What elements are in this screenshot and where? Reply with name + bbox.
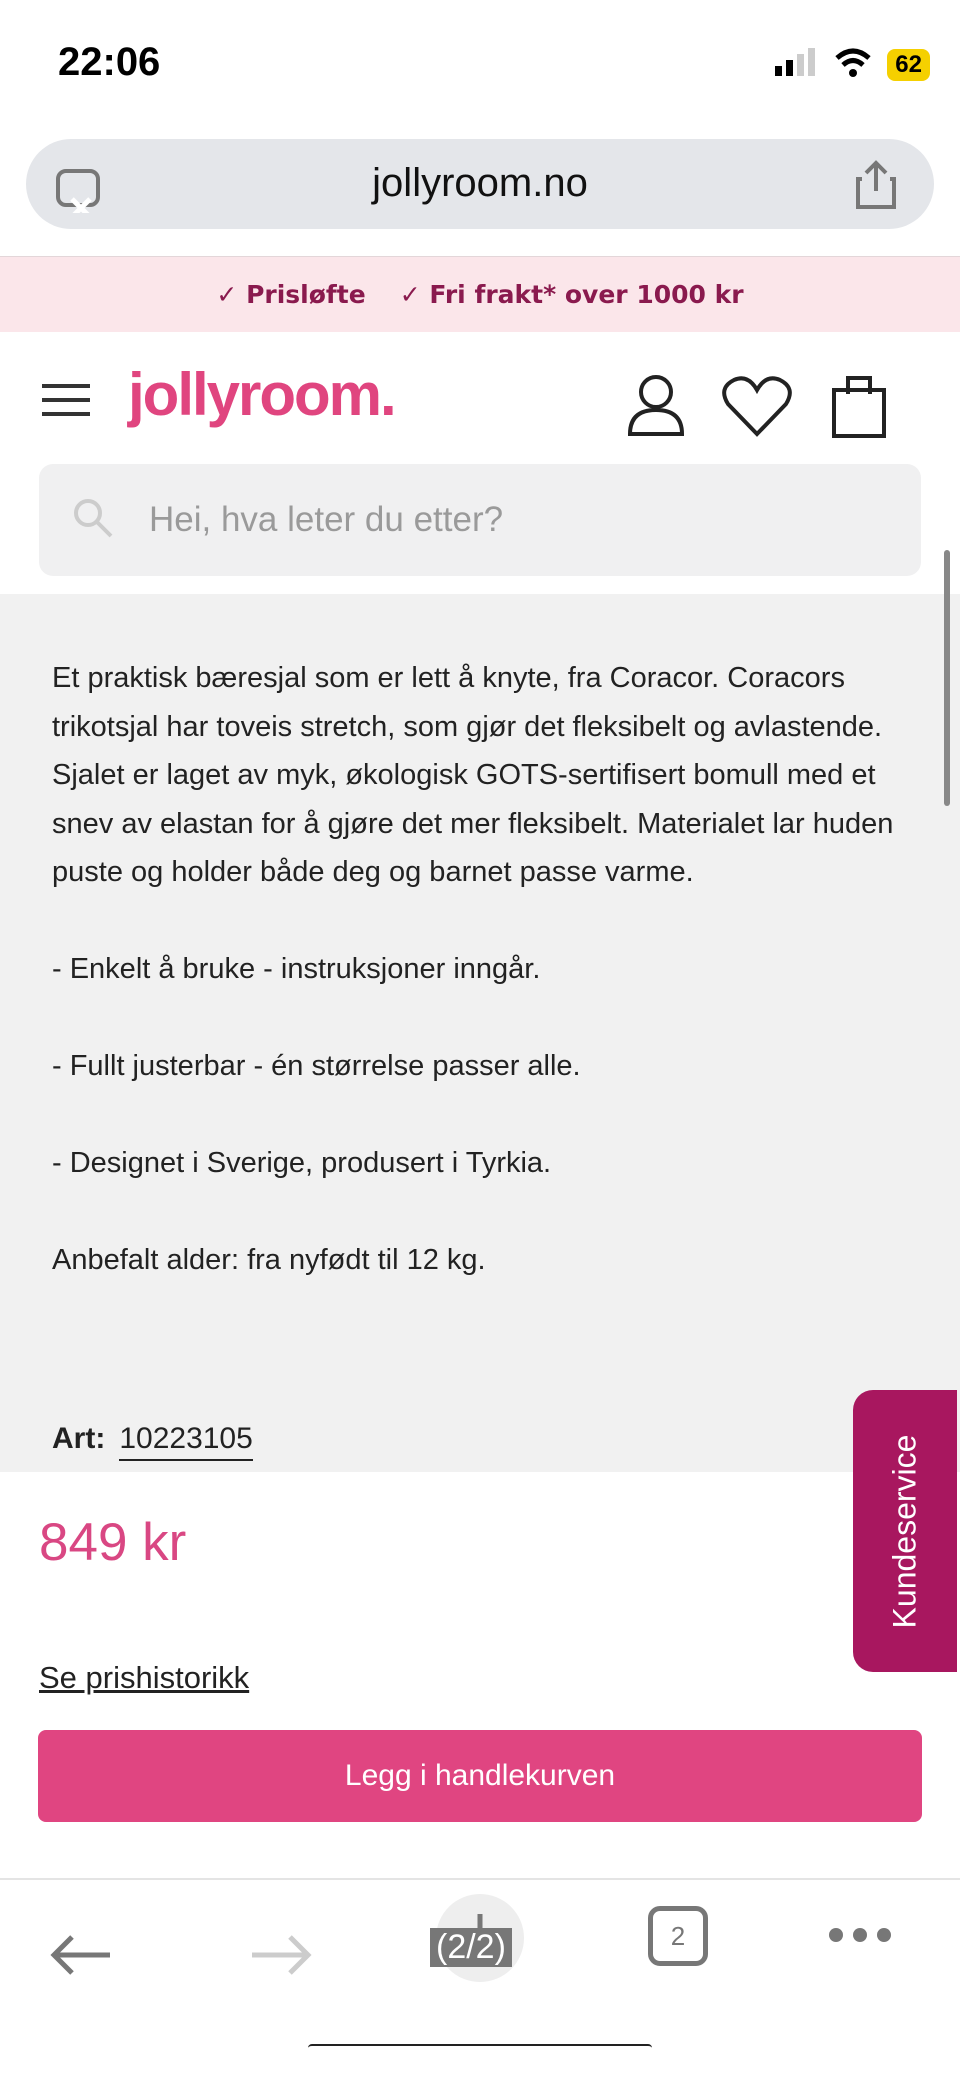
usp-item: ✓ Fri frakt* over 1000 kr: [399, 280, 744, 309]
battery-indicator: 62: [887, 49, 930, 81]
customer-service-label: Kundeservice: [886, 1434, 923, 1628]
account-icon[interactable]: [626, 372, 686, 441]
search-icon: [71, 496, 115, 545]
search-input[interactable]: [39, 464, 921, 576]
description-age: Anbefalt alder: fra nyfødt til 12 kg.: [52, 1244, 486, 1276]
status-icons: [773, 46, 930, 83]
logo[interactable]: jollyroom.: [128, 361, 395, 428]
usp-label: Fri frakt* over 1000 kr: [429, 280, 744, 309]
usp-label: Prisløfte: [246, 280, 366, 309]
wifi-icon: [833, 46, 873, 83]
page-indicator: (2/2): [430, 1928, 512, 1967]
description-paragraph: Et praktisk bæresjal som er lett å knyte, fra Coracor. Coracors trikotsjal har toveis stretch, som gjør det fleksibelt og avlastende. Sjalet er laget av myk, økologisk GOTS-sertifisert bomull med et snev av elastan for å gjøre det mer fleksibelt. Materialet lar huden puste og holder både deg og barnet passe varme.: [52, 662, 894, 888]
menu-icon[interactable]: [40, 382, 92, 423]
usp-banner: [0, 256, 960, 332]
price-history-link[interactable]: Se prishistorikk: [39, 1660, 250, 1695]
home-indicator: [308, 2044, 652, 2052]
article-number-link[interactable]: 10223105: [119, 1422, 252, 1461]
share-icon[interactable]: [854, 159, 898, 216]
usp-item: ✓ Prisløfte: [216, 280, 366, 309]
description-bullet: - Enkelt å bruke - instruksjoner inngår.: [52, 953, 541, 985]
url-text[interactable]: jollyroom.no: [372, 161, 588, 205]
search-placeholder: Hei, hva leter du etter?: [149, 500, 504, 539]
product-price: 849 kr: [39, 1513, 187, 1572]
article-label: Art:: [52, 1422, 106, 1455]
cart-bag-icon[interactable]: [830, 370, 888, 445]
tabs-button[interactable]: 2: [648, 1906, 708, 1966]
signal-icon: [773, 46, 819, 83]
more-options-icon[interactable]: [828, 1926, 892, 1949]
wishlist-heart-icon[interactable]: [720, 374, 794, 443]
address-bar[interactable]: [26, 139, 934, 229]
page-scrollbar[interactable]: [944, 550, 950, 806]
product-description: [52, 654, 902, 1333]
status-time: 22:06: [58, 40, 161, 84]
description-bullet: - Designet i Sverige, produsert i Tyrkia.: [52, 1147, 552, 1179]
forward-arrow-icon[interactable]: [248, 1930, 312, 1990]
add-to-cart-button[interactable]: Legg i handlekurven: [38, 1730, 922, 1822]
article-number: [52, 1422, 253, 1456]
description-bullet: - Fullt justerbar - én størrelse passer alle.: [52, 1050, 581, 1082]
product-description-section: [0, 594, 960, 1472]
back-arrow-icon[interactable]: [50, 1930, 114, 1990]
customer-service-tab[interactable]: [853, 1390, 957, 1672]
